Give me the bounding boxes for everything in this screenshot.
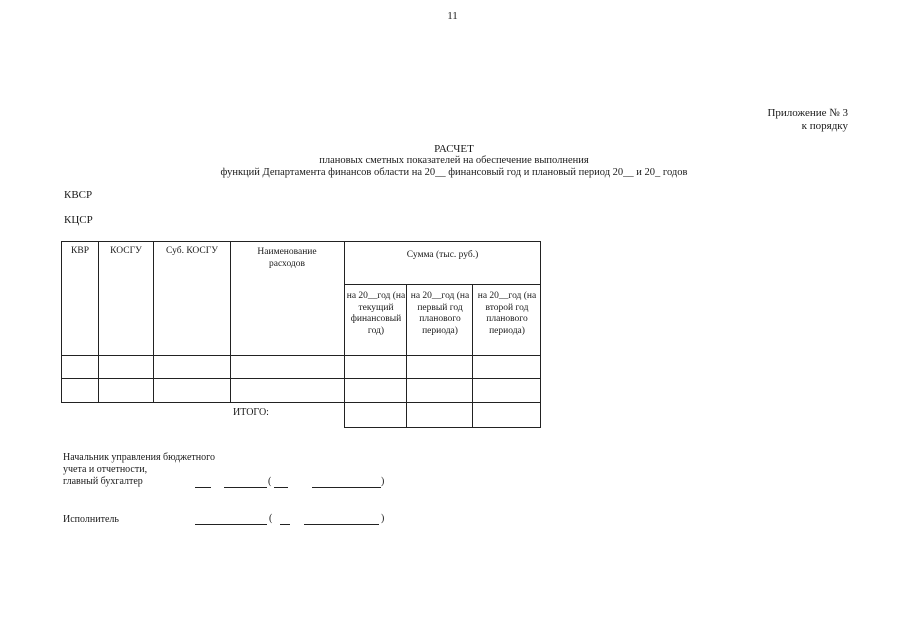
document-title xyxy=(180,143,728,179)
page-number: 11 xyxy=(447,10,458,22)
col-divider-sub-kosgu xyxy=(230,241,231,403)
chief-open-paren: ( xyxy=(268,476,272,487)
col-divider-kvr xyxy=(98,241,99,403)
table-border-left xyxy=(61,241,62,403)
chief-signature-line-b xyxy=(224,487,267,488)
header-sum-current-year: на 20__год (на текущий финансовый год) xyxy=(346,291,406,336)
col-divider-sum-2 xyxy=(472,284,473,428)
row-2-bottom-line xyxy=(61,402,541,403)
chief-name-line-b xyxy=(312,487,381,488)
title-main: РАСЧЕТ xyxy=(434,143,474,155)
chief-close-paren: ) xyxy=(381,476,385,487)
appendix-line-2: к порядку xyxy=(801,120,848,132)
kcsr-label: КЦСР xyxy=(64,214,93,226)
header-sum-group: Сумма (тыс. руб.) xyxy=(406,250,479,260)
col-divider-name xyxy=(344,241,345,428)
header-sum-second-plan-year: на 20__год (на второй год планового периода) xyxy=(477,291,537,336)
header-sum-first-plan-year: на 20__год (на первый год планового периода) xyxy=(410,291,470,336)
header-bottom-line xyxy=(61,355,541,356)
table-border-right xyxy=(540,241,541,428)
header-kvr: КВР xyxy=(71,246,89,256)
executor-signature-line xyxy=(195,524,267,525)
appendix-line-1: Приложение № 3 xyxy=(767,107,848,119)
executor-close-paren: ) xyxy=(381,513,385,524)
appendix-header xyxy=(690,107,848,133)
header-sub-kosgu: Суб. КОСГУ xyxy=(166,246,218,256)
executor-open-paren: ( xyxy=(269,513,273,524)
row-1-bottom-line xyxy=(61,378,541,379)
col-divider-sum-1 xyxy=(406,284,407,428)
chief-name-line-a xyxy=(274,487,288,488)
kvsr-label: КВСР xyxy=(64,189,93,201)
chief-title-line-3: главный бухгалтер xyxy=(63,476,143,487)
chief-title-line-1: Начальник управления бюджетного xyxy=(63,452,215,463)
sum-group-divider xyxy=(345,284,541,285)
chief-title-line-2: учета и отчетности, xyxy=(63,464,148,475)
title-line-3: функций Департамента финансов области на 20__ финансовый год и плановый период 20__ и 20_ годов xyxy=(220,167,688,178)
title-line-2: плановых сметных показателей на обеспечение выполнения xyxy=(319,155,589,166)
total-label: ИТОГО: xyxy=(233,407,269,418)
table-border-top xyxy=(61,241,541,242)
header-kosgu: КОСГУ xyxy=(110,246,142,256)
header-expense-name: Наименование расходов xyxy=(257,247,317,269)
col-divider-kosgu xyxy=(153,241,154,403)
executor-name-line-a xyxy=(280,524,290,525)
executor-name-line-b xyxy=(304,524,379,525)
executor-label: Исполнитель xyxy=(63,514,119,525)
chief-accountant-title xyxy=(63,452,215,488)
total-row-bottom-line xyxy=(344,427,541,428)
calculation-table xyxy=(61,241,541,428)
chief-signature-line-a xyxy=(195,487,211,488)
